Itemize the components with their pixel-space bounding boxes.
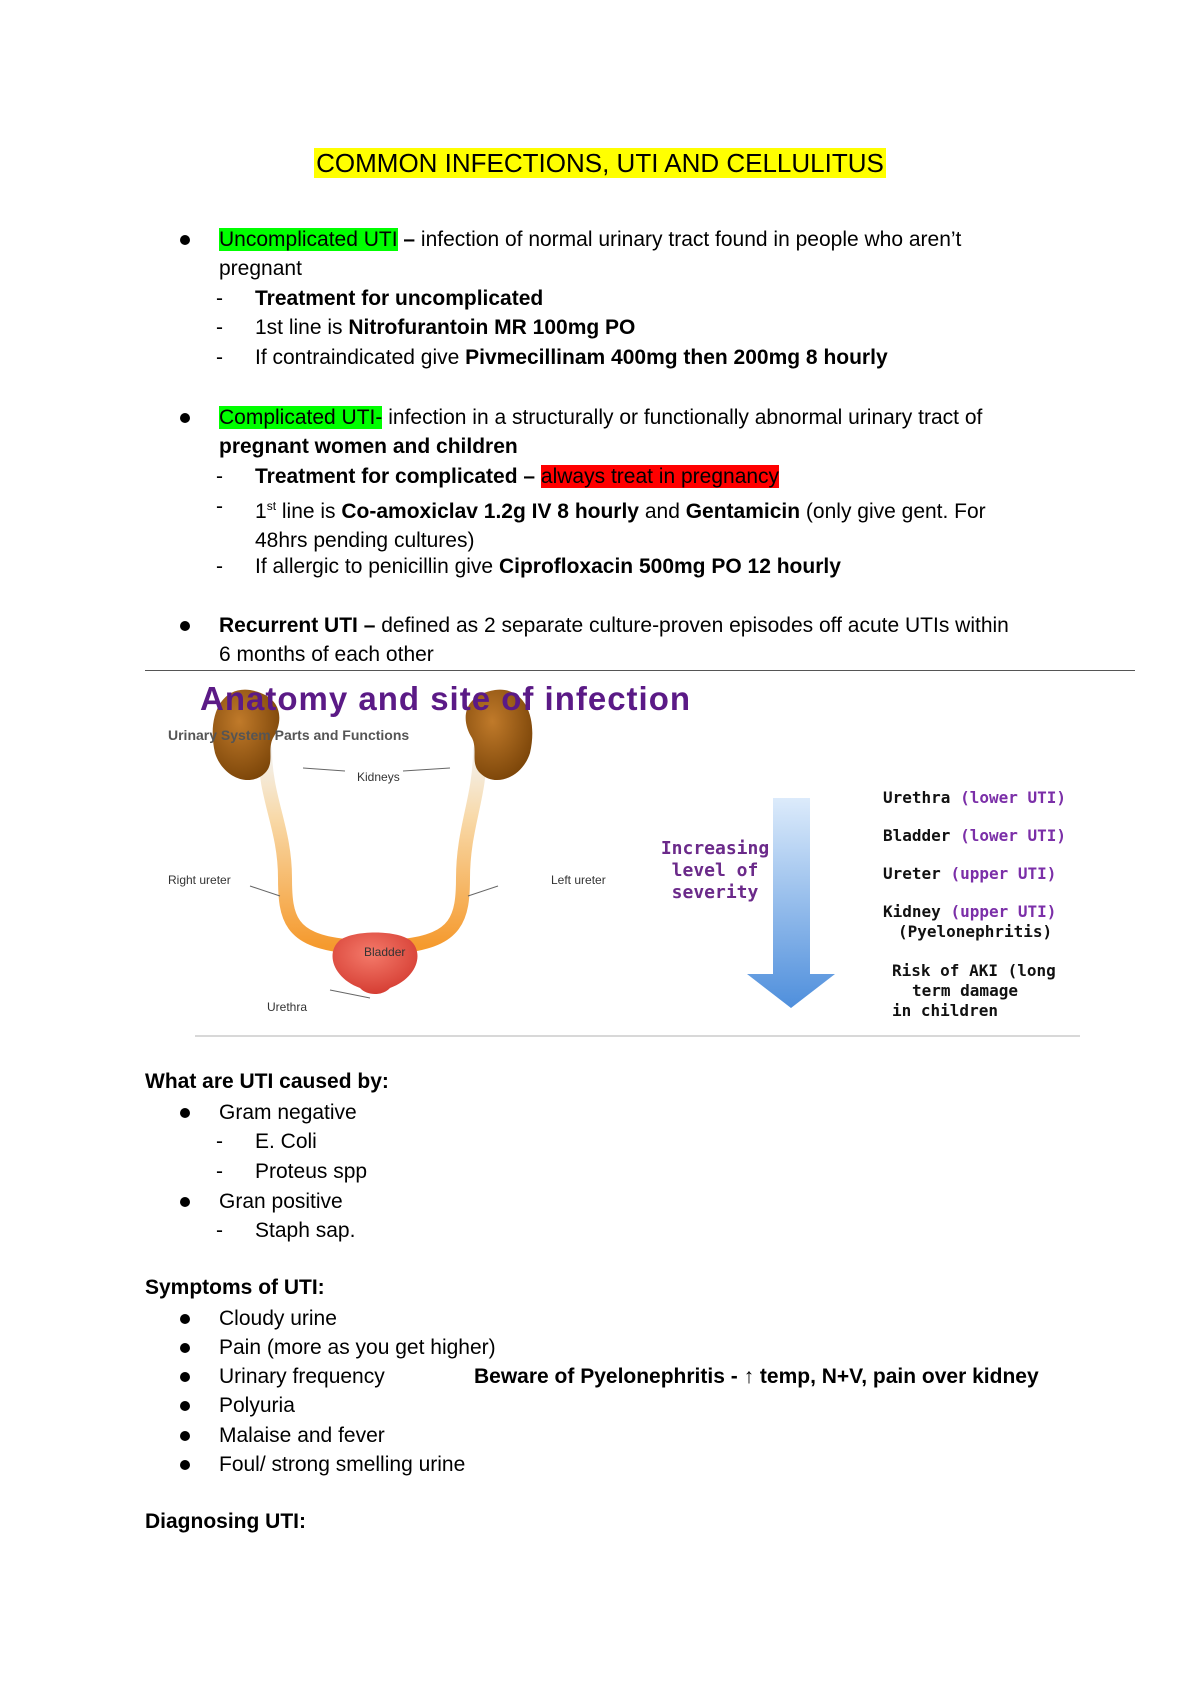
recurrent-definition: Recurrent UTI – defined as 2 separate culture-proven episodes off acute UTIs within 6 months of each other <box>219 614 1009 666</box>
list-item: Polyuria <box>219 1394 295 1417</box>
level-ureter: Ureter (upper UTI) <box>883 864 1057 883</box>
uncomplicated-term: Uncomplicated UTI <box>219 228 398 251</box>
list-item: 1st line is Nitrofurantoin MR 100mg PO <box>255 316 636 339</box>
dash: - <box>216 495 223 518</box>
recurrent-term: Recurrent UTI – <box>219 614 382 637</box>
list-item: If contraindicated give Pivmecillinam 400mg then 200mg 8 hourly <box>255 346 888 369</box>
bladder <box>333 933 418 995</box>
bullet <box>180 1431 190 1441</box>
diagnosing-heading: Diagnosing UTI: <box>145 1510 306 1533</box>
bullet <box>180 1108 190 1118</box>
symptoms-heading: Symptoms of UTI: <box>145 1276 325 1299</box>
list-item: If allergic to penicillin give Ciprofloxacin 500mg PO 12 hourly <box>255 555 841 578</box>
list-item: Treatment for uncomplicated <box>255 287 544 310</box>
dash: - <box>216 346 223 369</box>
risk-aki: Risk of AKI (long term damage in children <box>892 961 1056 1020</box>
label-urethra: Urethra <box>267 1000 308 1014</box>
list-item: Pain (more as you get higher) <box>219 1336 496 1359</box>
bullet <box>180 621 190 631</box>
level-kidney: Kidney (upper UTI) <box>883 902 1057 921</box>
complicated-definition: Complicated UTI- infection in a structurally or functionally abnormal urinary tract of pregnant women and children <box>219 406 983 458</box>
dash: - <box>216 316 223 339</box>
label-right-ureter: Right ureter <box>168 873 231 887</box>
dash: - <box>216 287 223 310</box>
dash: - <box>216 1160 223 1183</box>
list-item: Gram negative <box>219 1101 357 1124</box>
uncomplicated-definition: Uncomplicated UTI – infection of normal urinary tract found in people who aren’t pregnant <box>219 228 962 280</box>
caused-by-heading: What are UTI caused by: <box>145 1070 389 1093</box>
dash: - <box>216 555 223 578</box>
list-item: Urinary frequency <box>219 1365 385 1388</box>
bullet <box>180 1197 190 1207</box>
level-bladder: Bladder (lower UTI) <box>883 826 1067 845</box>
bullet <box>180 1343 190 1353</box>
list-item: Malaise and fever <box>219 1424 385 1447</box>
label-kidneys: Kidneys <box>357 770 400 784</box>
bullet <box>180 1314 190 1324</box>
list-item: Proteus spp <box>255 1160 368 1183</box>
bullet <box>180 1372 190 1382</box>
dash: - <box>216 465 223 488</box>
level-urethra: Urethra (lower UTI) <box>883 788 1067 807</box>
list-item: Treatment for complicated – always treat in pregnancy <box>255 465 780 488</box>
pyelonephritis-warning: Beware of Pyelonephritis - ↑ temp, N+V, pain over kidney <box>474 1365 1039 1388</box>
complicated-term: Complicated UTI- <box>219 406 383 429</box>
list-item: Foul/ strong smelling urine <box>219 1453 466 1476</box>
level-pyelonephritis: (Pyelonephritis) <box>898 922 1053 941</box>
label-left-ureter: Left ureter <box>551 873 606 887</box>
right-ureter <box>265 750 345 946</box>
list-item: 1st line is Co-amoxiclav 1.2g IV 8 hourly and Gentamicin (only give gent. For 48hrs pending cultures) <box>255 499 986 552</box>
dash: - <box>216 1130 223 1153</box>
dash: - <box>216 1219 223 1242</box>
bullet <box>180 413 190 423</box>
figure-subtitle: Urinary System Parts and Functions <box>168 727 410 743</box>
bullet <box>180 235 190 245</box>
list-item: Staph sap. <box>255 1219 356 1242</box>
label-bladder: Bladder <box>364 945 406 959</box>
bullet <box>180 1401 190 1411</box>
list-item: Gran positive <box>219 1190 343 1213</box>
list-item: E. Coli <box>255 1130 317 1153</box>
divider <box>145 670 1135 671</box>
severity-label: Increasing level of severity <box>660 838 770 903</box>
pregnancy-highlight: always treat in pregnancy <box>540 465 780 488</box>
bullet <box>180 1460 190 1470</box>
page-title: COMMON INFECTIONS, UTI AND CELLULITUS <box>316 148 884 178</box>
figure-title: Anatomy and site of infection <box>200 680 692 717</box>
left-ureter <box>403 750 480 946</box>
list-item: Cloudy urine <box>219 1307 337 1330</box>
